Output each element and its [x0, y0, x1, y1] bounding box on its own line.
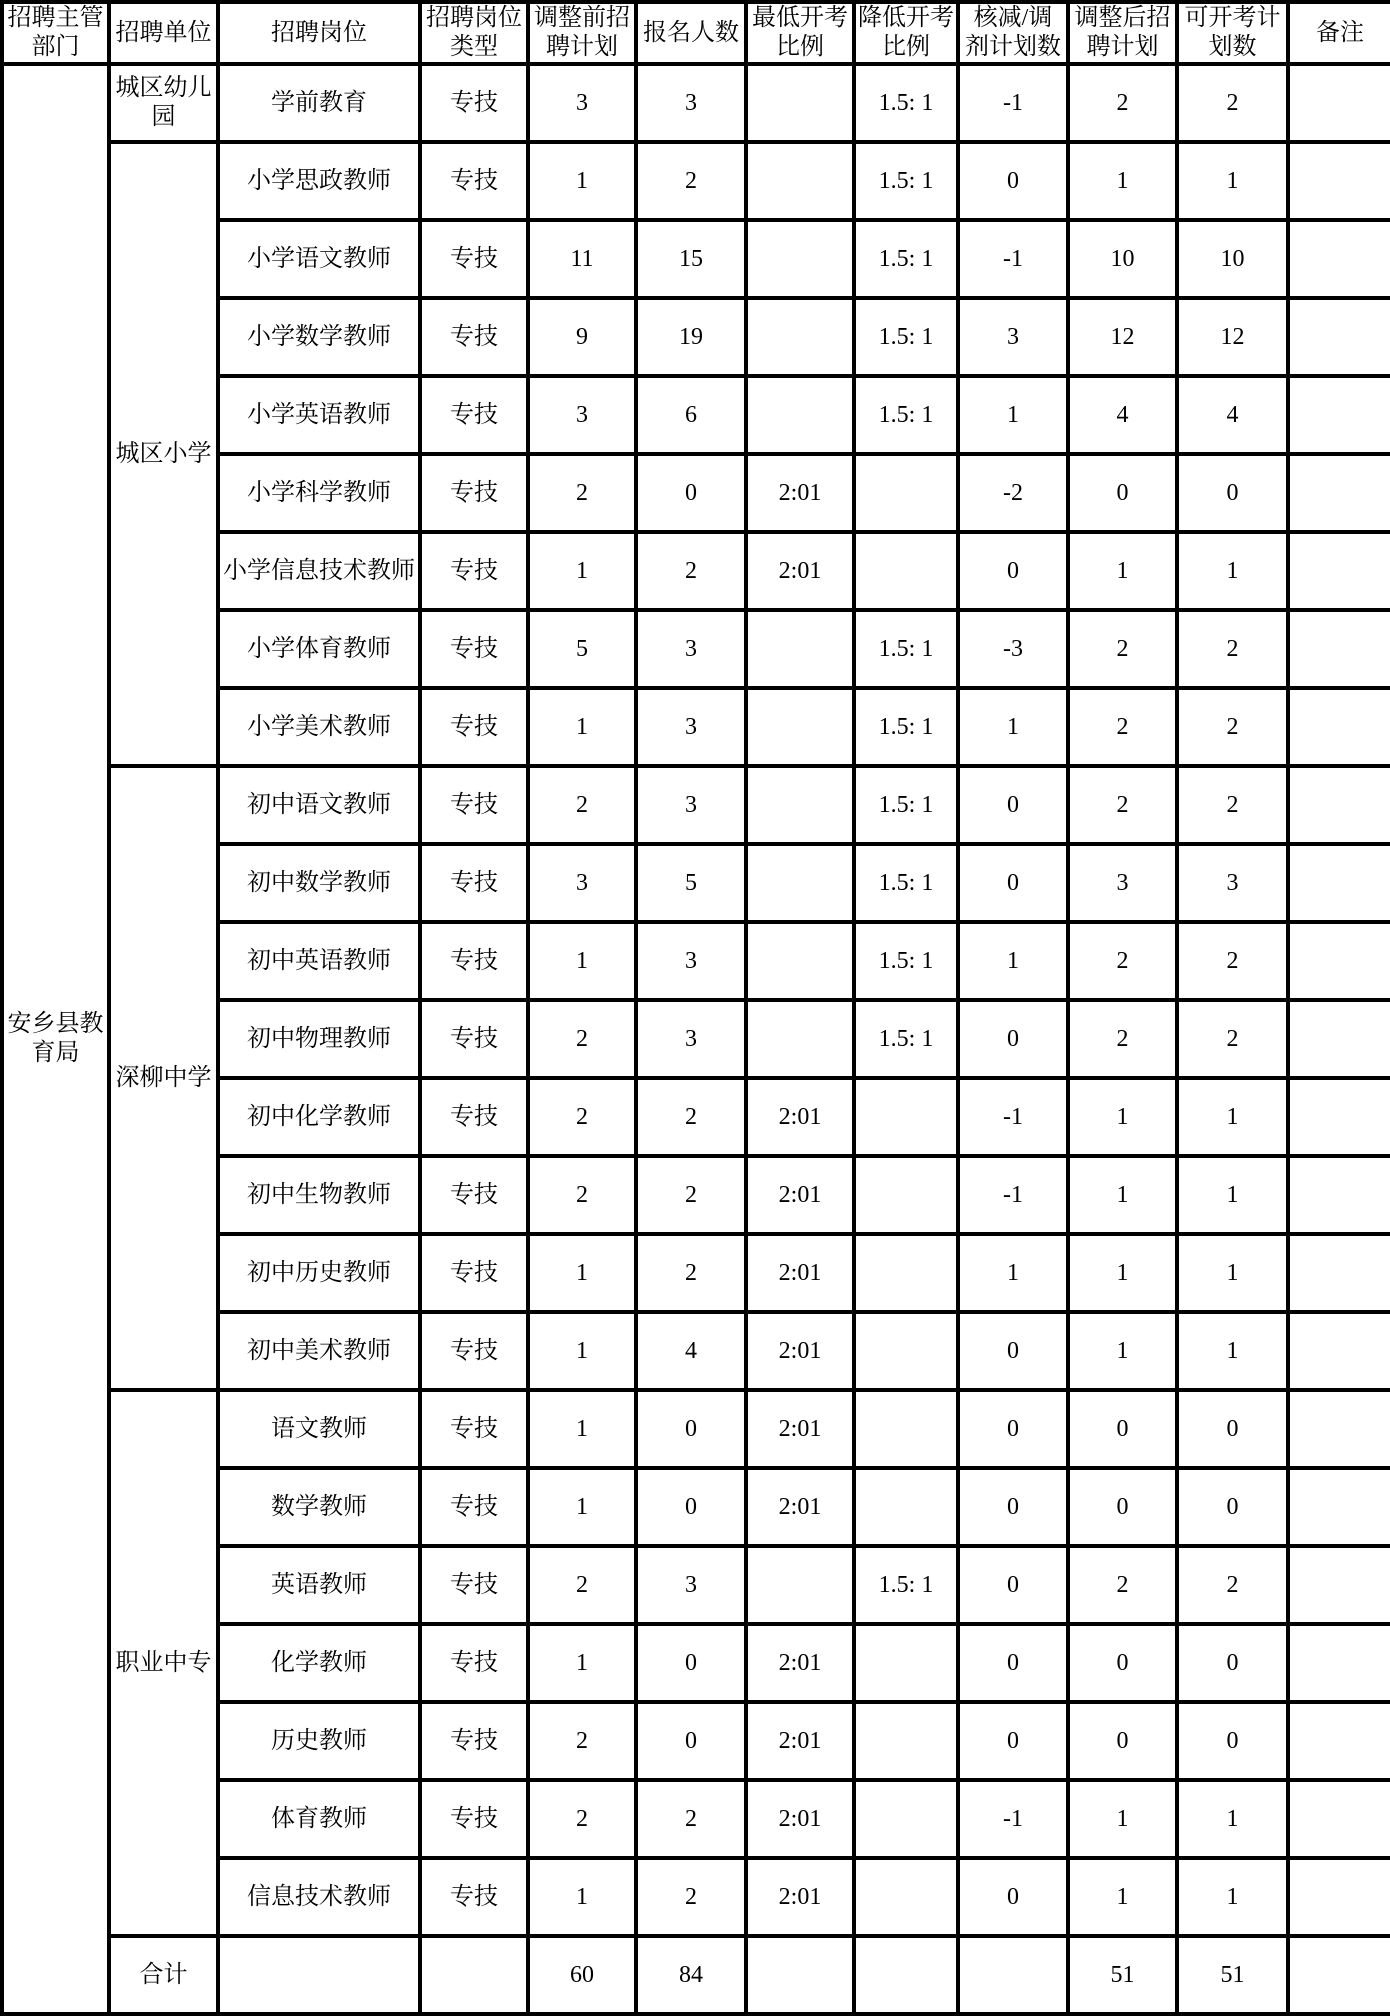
remark-cell: [1288, 454, 1390, 532]
pre-plan-cell: 9: [528, 298, 636, 376]
pre-plan-cell: 1: [528, 532, 636, 610]
min-ratio-cell: 2:01: [746, 1702, 854, 1780]
post-plan-cell: 2: [1068, 610, 1177, 688]
exam-plan-cell: 0: [1177, 1390, 1288, 1468]
post-plan-cell: 0: [1068, 1390, 1177, 1468]
col-header-department: 招聘主管部门: [2, 2, 109, 64]
post-plan-cell: 2: [1068, 766, 1177, 844]
applicants-cell: 3: [636, 610, 746, 688]
lower-ratio-cell: [854, 1780, 958, 1858]
type-cell: 专技: [420, 1156, 528, 1234]
post-plan-cell: 1: [1068, 1234, 1177, 1312]
remark-cell: [1288, 1390, 1390, 1468]
min-ratio-cell: 2:01: [746, 1858, 854, 1936]
remark-cell: [1288, 298, 1390, 376]
remark-cell: [1288, 844, 1390, 922]
position-cell: 小学数学教师: [218, 298, 420, 376]
pre-plan-cell: 2: [528, 454, 636, 532]
adjust-cell: 0: [958, 844, 1068, 922]
pre-plan-cell: 1: [528, 1234, 636, 1312]
exam-plan-cell: 1: [1177, 532, 1288, 610]
adjust-cell: -1: [958, 220, 1068, 298]
lower-ratio-cell: [854, 532, 958, 610]
applicants-cell: 2: [636, 1078, 746, 1156]
remark-cell: [1288, 1000, 1390, 1078]
exam-plan-cell: 2: [1177, 922, 1288, 1000]
table-row: [2, 64, 1390, 142]
remark-cell: [1288, 1156, 1390, 1234]
lower-ratio-cell: 1.5: 1: [854, 298, 958, 376]
lower-ratio-cell: 1.5: 1: [854, 688, 958, 766]
exam-plan-cell: 1: [1177, 142, 1288, 220]
min-ratio-cell: [746, 376, 854, 454]
adjust-cell: 1: [958, 1234, 1068, 1312]
type-cell: 专技: [420, 142, 528, 220]
type-cell: 专技: [420, 454, 528, 532]
min-ratio-cell: 2:01: [746, 1078, 854, 1156]
adjust-cell: -1: [958, 1156, 1068, 1234]
position-cell: 小学思政教师: [218, 142, 420, 220]
pre-plan-cell: 3: [528, 844, 636, 922]
lower-ratio-cell: [854, 1624, 958, 1702]
table-header: [2, 2, 1390, 64]
type-cell: 专技: [420, 1702, 528, 1780]
applicants-cell: 3: [636, 1546, 746, 1624]
type-cell: 专技: [420, 1000, 528, 1078]
position-cell: 小学体育教师: [218, 610, 420, 688]
exam-plan-cell: 0: [1177, 1624, 1288, 1702]
total-min-ratio-cell: [746, 1936, 854, 2014]
remark-cell: [1288, 64, 1390, 142]
applicants-cell: 0: [636, 1390, 746, 1468]
min-ratio-cell: [746, 1000, 854, 1078]
position-cell: 小学科学教师: [218, 454, 420, 532]
min-ratio-cell: 2:01: [746, 1156, 854, 1234]
col-header-remark: 备注: [1288, 2, 1390, 64]
min-ratio-cell: [746, 844, 854, 922]
remark-cell: [1288, 1312, 1390, 1390]
col-header-min-ratio: 最低开考比例: [746, 2, 854, 64]
post-plan-cell: 0: [1068, 1468, 1177, 1546]
type-cell: 专技: [420, 1078, 528, 1156]
min-ratio-cell: [746, 922, 854, 1000]
position-cell: 初中数学教师: [218, 844, 420, 922]
post-plan-cell: 2: [1068, 1546, 1177, 1624]
unit-cell: 城区小学: [109, 142, 218, 766]
post-plan-cell: 4: [1068, 376, 1177, 454]
lower-ratio-cell: 1.5: 1: [854, 1000, 958, 1078]
exam-plan-cell: 2: [1177, 1000, 1288, 1078]
applicants-cell: 6: [636, 376, 746, 454]
applicants-cell: 0: [636, 1702, 746, 1780]
adjust-cell: 0: [958, 142, 1068, 220]
post-plan-cell: 1: [1068, 1312, 1177, 1390]
lower-ratio-cell: 1.5: 1: [854, 610, 958, 688]
position-cell: 学前教育: [218, 64, 420, 142]
lower-ratio-cell: 1.5: 1: [854, 220, 958, 298]
type-cell: 专技: [420, 922, 528, 1000]
post-plan-cell: 1: [1068, 1858, 1177, 1936]
col-header-pre-plan: 调整前招聘计划: [528, 2, 636, 64]
col-header-post-plan: 调整后招聘计划: [1068, 2, 1177, 64]
min-ratio-cell: 2:01: [746, 1624, 854, 1702]
min-ratio-cell: [746, 298, 854, 376]
pre-plan-cell: 2: [528, 1702, 636, 1780]
remark-cell: [1288, 1078, 1390, 1156]
type-cell: 专技: [420, 766, 528, 844]
remark-cell: [1288, 922, 1390, 1000]
lower-ratio-cell: [854, 1234, 958, 1312]
lower-ratio-cell: [854, 1390, 958, 1468]
pre-plan-cell: 2: [528, 1078, 636, 1156]
type-cell: 专技: [420, 1390, 528, 1468]
table-row: [2, 142, 1390, 220]
lower-ratio-cell: 1.5: 1: [854, 64, 958, 142]
post-plan-cell: 0: [1068, 1624, 1177, 1702]
pre-plan-cell: 2: [528, 1000, 636, 1078]
position-cell: 小学语文教师: [218, 220, 420, 298]
min-ratio-cell: 2:01: [746, 532, 854, 610]
unit-cell: 城区幼儿园: [109, 64, 218, 142]
type-cell: 专技: [420, 1312, 528, 1390]
min-ratio-cell: [746, 766, 854, 844]
pre-plan-cell: 2: [528, 1780, 636, 1858]
exam-plan-cell: 10: [1177, 220, 1288, 298]
position-cell: 英语教师: [218, 1546, 420, 1624]
post-plan-cell: 3: [1068, 844, 1177, 922]
total-remark-cell: [1288, 1936, 1390, 2014]
post-plan-cell: 2: [1068, 688, 1177, 766]
adjust-cell: 0: [958, 1702, 1068, 1780]
department-cell: 安乡县教育局: [2, 64, 109, 2014]
lower-ratio-cell: [854, 1468, 958, 1546]
applicants-cell: 2: [636, 1780, 746, 1858]
remark-cell: [1288, 220, 1390, 298]
position-cell: 化学教师: [218, 1624, 420, 1702]
col-header-adjust-count: 核减/调剂计划数: [958, 2, 1068, 64]
adjust-cell: 0: [958, 1858, 1068, 1936]
col-header-exam-plan: 可开考计划数: [1177, 2, 1288, 64]
min-ratio-cell: [746, 610, 854, 688]
position-cell: 小学英语教师: [218, 376, 420, 454]
type-cell: 专技: [420, 1468, 528, 1546]
min-ratio-cell: 2:01: [746, 1390, 854, 1468]
adjust-cell: 0: [958, 1390, 1068, 1468]
lower-ratio-cell: [854, 1858, 958, 1936]
min-ratio-cell: 2:01: [746, 1780, 854, 1858]
pre-plan-cell: 2: [528, 766, 636, 844]
remark-cell: [1288, 376, 1390, 454]
position-cell: 语文教师: [218, 1390, 420, 1468]
pre-plan-cell: 1: [528, 1312, 636, 1390]
adjust-cell: -1: [958, 64, 1068, 142]
pre-plan-cell: 2: [528, 1546, 636, 1624]
applicants-cell: 3: [636, 1000, 746, 1078]
position-cell: 初中美术教师: [218, 1312, 420, 1390]
lower-ratio-cell: 1.5: 1: [854, 922, 958, 1000]
pre-plan-cell: 1: [528, 1624, 636, 1702]
exam-plan-cell: 0: [1177, 454, 1288, 532]
type-cell: 专技: [420, 376, 528, 454]
remark-cell: [1288, 1234, 1390, 1312]
remark-cell: [1288, 1858, 1390, 1936]
total-post-plan-cell: 51: [1068, 1936, 1177, 2014]
total-exam-plan-cell: 51: [1177, 1936, 1288, 2014]
type-cell: 专技: [420, 1624, 528, 1702]
exam-plan-cell: 1: [1177, 1858, 1288, 1936]
post-plan-cell: 1: [1068, 1780, 1177, 1858]
post-plan-cell: 0: [1068, 1702, 1177, 1780]
exam-plan-cell: 0: [1177, 1702, 1288, 1780]
applicants-cell: 2: [636, 1156, 746, 1234]
position-cell: 信息技术教师: [218, 1858, 420, 1936]
adjust-cell: 0: [958, 1468, 1068, 1546]
applicants-cell: 15: [636, 220, 746, 298]
min-ratio-cell: [746, 142, 854, 220]
col-header-unit: 招聘单位: [109, 2, 218, 64]
pre-plan-cell: 2: [528, 1156, 636, 1234]
exam-plan-cell: 0: [1177, 1468, 1288, 1546]
position-cell: 初中英语教师: [218, 922, 420, 1000]
exam-plan-cell: 1: [1177, 1780, 1288, 1858]
total-applicants-cell: 84: [636, 1936, 746, 2014]
exam-plan-cell: 1: [1177, 1156, 1288, 1234]
lower-ratio-cell: [854, 1078, 958, 1156]
table-row: [2, 766, 1390, 844]
remark-cell: [1288, 688, 1390, 766]
applicants-cell: 2: [636, 1858, 746, 1936]
header-row: [2, 2, 1390, 64]
remark-cell: [1288, 1624, 1390, 1702]
type-cell: 专技: [420, 1780, 528, 1858]
exam-plan-cell: 1: [1177, 1312, 1288, 1390]
exam-plan-cell: 2: [1177, 610, 1288, 688]
remark-cell: [1288, 532, 1390, 610]
type-cell: 专技: [420, 1858, 528, 1936]
adjust-cell: -3: [958, 610, 1068, 688]
applicants-cell: 19: [636, 298, 746, 376]
post-plan-cell: 1: [1068, 142, 1177, 220]
total-pre-plan-cell: 60: [528, 1936, 636, 2014]
total-label-cell: 合计: [109, 1936, 218, 2014]
type-cell: 专技: [420, 844, 528, 922]
adjust-cell: 0: [958, 1546, 1068, 1624]
lower-ratio-cell: [854, 1702, 958, 1780]
adjust-cell: -2: [958, 454, 1068, 532]
position-cell: 小学美术教师: [218, 688, 420, 766]
exam-plan-cell: 1: [1177, 1078, 1288, 1156]
applicants-cell: 3: [636, 64, 746, 142]
remark-cell: [1288, 1468, 1390, 1546]
min-ratio-cell: [746, 1546, 854, 1624]
adjust-cell: 1: [958, 376, 1068, 454]
min-ratio-cell: [746, 220, 854, 298]
post-plan-cell: 0: [1068, 454, 1177, 532]
table-body: [2, 64, 1390, 2014]
exam-plan-cell: 2: [1177, 64, 1288, 142]
lower-ratio-cell: [854, 1156, 958, 1234]
pre-plan-cell: 11: [528, 220, 636, 298]
pre-plan-cell: 1: [528, 688, 636, 766]
total-position-cell: [218, 1936, 420, 2014]
type-cell: 专技: [420, 220, 528, 298]
applicants-cell: 2: [636, 532, 746, 610]
type-cell: 专技: [420, 610, 528, 688]
total-lower-ratio-cell: [854, 1936, 958, 2014]
exam-plan-cell: 4: [1177, 376, 1288, 454]
pre-plan-cell: 1: [528, 1468, 636, 1546]
lower-ratio-cell: 1.5: 1: [854, 844, 958, 922]
adjust-cell: 0: [958, 1312, 1068, 1390]
exam-plan-cell: 3: [1177, 844, 1288, 922]
remark-cell: [1288, 1702, 1390, 1780]
type-cell: 专技: [420, 1546, 528, 1624]
exam-plan-cell: 2: [1177, 688, 1288, 766]
adjust-cell: -1: [958, 1780, 1068, 1858]
total-row: [2, 1936, 1390, 2014]
exam-plan-cell: 1: [1177, 1234, 1288, 1312]
min-ratio-cell: 2:01: [746, 1468, 854, 1546]
min-ratio-cell: 2:01: [746, 454, 854, 532]
post-plan-cell: 2: [1068, 922, 1177, 1000]
position-cell: 初中物理教师: [218, 1000, 420, 1078]
table-row: [2, 1390, 1390, 1468]
post-plan-cell: 2: [1068, 64, 1177, 142]
pre-plan-cell: 1: [528, 922, 636, 1000]
applicants-cell: 0: [636, 1624, 746, 1702]
pre-plan-cell: 5: [528, 610, 636, 688]
exam-plan-cell: 2: [1177, 1546, 1288, 1624]
adjust-cell: 0: [958, 1624, 1068, 1702]
exam-plan-cell: 2: [1177, 766, 1288, 844]
col-header-applicants: 报名人数: [636, 2, 746, 64]
adjust-cell: 0: [958, 766, 1068, 844]
post-plan-cell: 12: [1068, 298, 1177, 376]
col-header-lower-ratio: 降低开考比例: [854, 2, 958, 64]
post-plan-cell: 10: [1068, 220, 1177, 298]
type-cell: 专技: [420, 688, 528, 766]
position-cell: 初中化学教师: [218, 1078, 420, 1156]
lower-ratio-cell: [854, 1312, 958, 1390]
lower-ratio-cell: 1.5: 1: [854, 1546, 958, 1624]
position-cell: 体育教师: [218, 1780, 420, 1858]
unit-cell: 职业中专: [109, 1390, 218, 1936]
min-ratio-cell: [746, 688, 854, 766]
position-cell: 初中历史教师: [218, 1234, 420, 1312]
lower-ratio-cell: [854, 454, 958, 532]
applicants-cell: 4: [636, 1312, 746, 1390]
position-cell: 初中生物教师: [218, 1156, 420, 1234]
applicants-cell: 2: [636, 142, 746, 220]
pre-plan-cell: 1: [528, 142, 636, 220]
total-adjust-cell: [958, 1936, 1068, 2014]
post-plan-cell: 1: [1068, 1156, 1177, 1234]
applicants-cell: 0: [636, 1468, 746, 1546]
post-plan-cell: 1: [1068, 532, 1177, 610]
lower-ratio-cell: 1.5: 1: [854, 142, 958, 220]
type-cell: 专技: [420, 1234, 528, 1312]
type-cell: 专技: [420, 64, 528, 142]
applicants-cell: 5: [636, 844, 746, 922]
adjust-cell: 0: [958, 1000, 1068, 1078]
pre-plan-cell: 1: [528, 1858, 636, 1936]
position-cell: 初中语文教师: [218, 766, 420, 844]
min-ratio-cell: 2:01: [746, 1234, 854, 1312]
adjust-cell: 1: [958, 922, 1068, 1000]
applicants-cell: 3: [636, 688, 746, 766]
exam-plan-cell: 12: [1177, 298, 1288, 376]
post-plan-cell: 1: [1068, 1078, 1177, 1156]
post-plan-cell: 2: [1068, 1000, 1177, 1078]
col-header-position-type: 招聘岗位类型: [420, 2, 528, 64]
remark-cell: [1288, 610, 1390, 688]
adjust-cell: 3: [958, 298, 1068, 376]
lower-ratio-cell: 1.5: 1: [854, 766, 958, 844]
unit-cell: 深柳中学: [109, 766, 218, 1390]
position-cell: 数学教师: [218, 1468, 420, 1546]
applicants-cell: 0: [636, 454, 746, 532]
col-header-position: 招聘岗位: [218, 2, 420, 64]
remark-cell: [1288, 142, 1390, 220]
type-cell: 专技: [420, 298, 528, 376]
pre-plan-cell: 3: [528, 376, 636, 454]
min-ratio-cell: 2:01: [746, 1312, 854, 1390]
adjust-cell: -1: [958, 1078, 1068, 1156]
applicants-cell: 2: [636, 1234, 746, 1312]
remark-cell: [1288, 766, 1390, 844]
remark-cell: [1288, 1546, 1390, 1624]
type-cell: 专技: [420, 532, 528, 610]
total-type-cell: [420, 1936, 528, 2014]
lower-ratio-cell: 1.5: 1: [854, 376, 958, 454]
applicants-cell: 3: [636, 766, 746, 844]
position-cell: 小学信息技术教师: [218, 532, 420, 610]
applicants-cell: 3: [636, 922, 746, 1000]
adjust-cell: 1: [958, 688, 1068, 766]
adjust-cell: 0: [958, 532, 1068, 610]
pre-plan-cell: 1: [528, 1390, 636, 1468]
pre-plan-cell: 3: [528, 64, 636, 142]
min-ratio-cell: [746, 64, 854, 142]
position-cell: 历史教师: [218, 1702, 420, 1780]
remark-cell: [1288, 1780, 1390, 1858]
